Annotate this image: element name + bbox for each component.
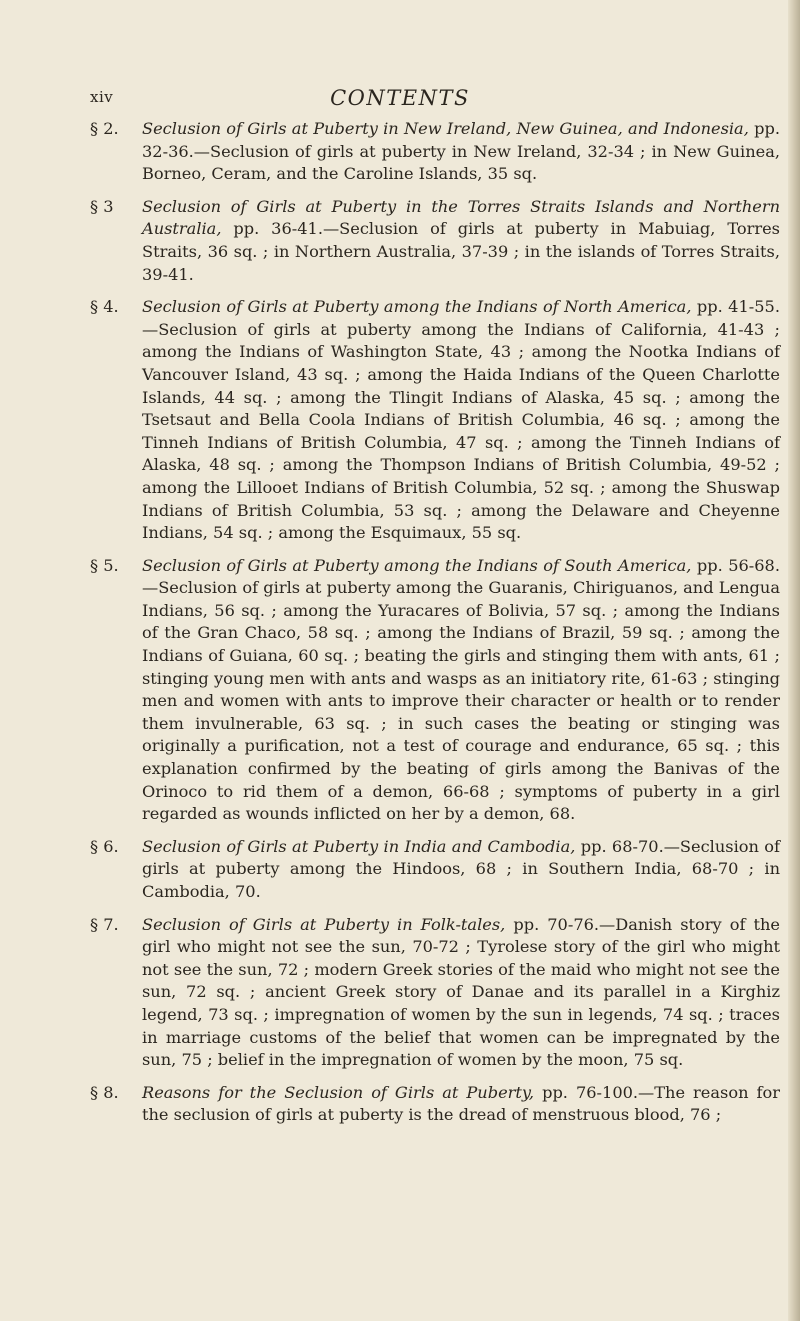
entry-body xyxy=(142,118,780,186)
contents-entry xyxy=(90,836,780,904)
section-summary: pp. 32-36.—Seclusion of girls at puberty in New Ireland, 32-34 ; in New Guinea, Borneo, Ceram, and the Caroline Islands, 35 sq. xyxy=(142,119,780,184)
running-title: CONTENTS xyxy=(330,86,470,110)
section-number: § 8. xyxy=(90,1082,119,1102)
section-summary: pp. 36-41.—Seclusion of girls at puberty in Mabuiag, Torres Straits, 36 sq. ; in Northern Australia, 37-39 ; in the islands of Torres Straits, 39-41. xyxy=(142,219,780,284)
section-number: § 7. xyxy=(90,914,119,934)
page-edge-shadow xyxy=(788,0,800,1321)
entry-body xyxy=(142,296,780,545)
entry-body xyxy=(142,555,780,826)
section-summary: pp. 68-70.—Seclusion of girls at puberty among the Hindoos, 68 ; in Southern India, 68-70 ; in Cambodia, 70. xyxy=(142,836,780,901)
section-summary: pp. 56-68.—Seclusion of girls at puberty among the Guaranis, Chiriguanos, and Lengua Indians, 56 sq. ; among the Yuracares of Bolivia, 57 sq. ; among the Indians of the Gran Chaco, 58 sq. ; among the Indians of Brazil, 59 sq. ; among the Indians of Guiana, 60 sq. ; beating the girls and stinging them with ants, 61 ; stinging young men with ants and wasps as an initiatory rite, 61-63 ; stinging men and women with ants to improve their character or health or to render them invulnerable, 63 sq. ; in such cases the beating or stinging was originally a purification, not a test of courage and endurance, 65 sq. ; this explanation confirmed by the beating of girls among the Banivas of the Orinoco to rid them of a demon, 66-68 ; symptoms of puberty in a girl regarded as wounds inflicted on her by a demon, 68. xyxy=(142,555,780,824)
page-number: xiv xyxy=(90,88,114,106)
entry-body xyxy=(142,196,780,286)
entry-body xyxy=(142,1082,780,1127)
section-summary: pp. 70-76.—Danish story of the girl who might not see the sun, 70-72 ; Tyrolese story of the girl who might not see the sun, 72 ; modern Greek stories of the maid who might not see the sun, 72 sq. ; ancient Greek story of Danae and its parallel in a Kirghiz legend, 73 sq. ; impregnation of women by the sun in legends, 74 sq. ; traces in marriage customs of the belief that women can be impregnated by the sun, 75 ; belief in the impregnation of women by the moon, 75 sq. xyxy=(142,914,780,1070)
entry-body xyxy=(142,836,780,904)
entry-body xyxy=(142,914,780,1072)
section-title: Seclusion of Girls at Puberty in India and Cambodia, xyxy=(142,836,576,856)
section-title: Reasons for the Seclusion of Girls at Puberty, xyxy=(142,1082,535,1102)
page-header xyxy=(0,86,800,114)
contents-entry xyxy=(90,196,780,286)
contents-entry xyxy=(90,914,780,1072)
section-summary: pp. 41-55.—Seclusion of girls at puberty among the Indians of California, 41-43 ; among the Indians of Washington State, 43 ; among the Nootka Indians of Vancouver Island, 43 sq. ; among the Haida Indians of the Queen Charlotte Islands, 44 sq. ; among the Tlingit Indians of Alaska, 45 sq. ; among the Tsetsaut and Bella Coola Indians of British Columbia, 46 sq. ; among the Tinneh Indians of British Columbia, 47 sq. ; among the Tinneh Indians of Alaska, 48 sq. ; among the Thompson Indians of British Columbia, 49-52 ; among the Lillooet Indians of British Columbia, 52 sq. ; among the Shuswap Indians of British Columbia, 53 sq. ; among the Delaware and Cheyenne Indians, 54 sq. ; among the Esquimaux, 55 sq. xyxy=(142,297,780,543)
section-number: § 2. xyxy=(90,119,119,138)
contents-entry xyxy=(90,118,780,186)
contents-list xyxy=(90,118,780,1137)
section-title: Seclusion of Girls at Puberty in the Torres Straits Islands and Northern Australia, xyxy=(142,196,780,239)
contents-entry xyxy=(90,1082,780,1127)
section-title: Seclusion of Girls at Puberty among the Indians of North America, xyxy=(142,297,692,317)
section-title: Seclusion of Girls at Puberty among the Indians of South America, xyxy=(142,555,692,575)
contents-entry xyxy=(90,296,780,545)
section-number: § 3 xyxy=(90,196,114,216)
section-number: § 4. xyxy=(90,297,119,317)
section-summary: pp. 76-100.—The reason for the seclusion of girls at puberty is the dread of menstruous blood, 76 ; xyxy=(142,1082,780,1125)
section-number: § 6. xyxy=(90,836,119,856)
section-title: Seclusion of Girls at Puberty in Folk-tales, xyxy=(142,914,506,934)
contents-entry xyxy=(90,555,780,826)
section-number: § 5. xyxy=(90,555,119,575)
section-title: Seclusion of Girls at Puberty in New Ireland, New Guinea, and Indonesia, xyxy=(142,119,749,138)
